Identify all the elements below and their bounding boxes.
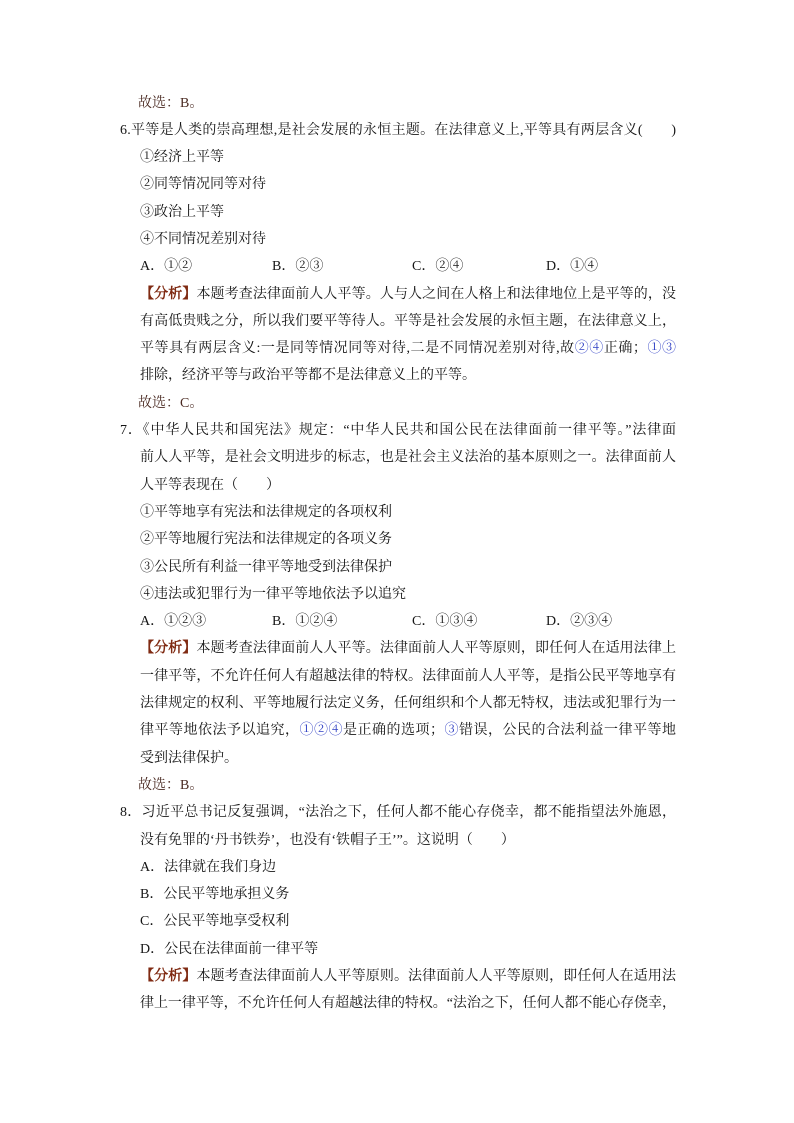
q7-statement-1: ①平等地享有宪法和法律规定的各项权利	[140, 504, 392, 520]
highlighted-choice-numbers: ①③	[647, 341, 677, 357]
analysis-text: 一律平等，不允许任何人有超越法律的特权。法律面前人人平等，是指公民平等地享有	[140, 668, 677, 684]
q7-analysis-line-4	[140, 717, 676, 744]
q7-statement-3: ③公民所有利益一律平等地受到法律保护	[140, 559, 392, 575]
q7-stem-line-2: 前人人平等，是社会文明进步的标志，也是社会主义法治的基本原则之一。法律面前人	[140, 450, 677, 466]
q7-analysis-line-2	[140, 663, 676, 690]
analysis-text: 平等具有两层含义:一是同等情况同等对待,二是不同情况差别对待,故	[140, 341, 575, 357]
q6-statement-3: ③政治上平等	[140, 204, 224, 220]
analysis-text: 本题考查法律面前人人平等。人与人之间在人格上和法律地位上是平等的，没	[196, 286, 677, 302]
analysis-text: 法律规定的权利、平等地履行法定义务，任何组织和个人都无特权，违法或犯罪行为一	[140, 696, 677, 712]
q6-analysis-line-4	[140, 362, 794, 389]
q8-option-d: D．公民在法律面前一律平等	[140, 941, 319, 957]
q6-statement-2: ②同等情况同等对待	[140, 177, 266, 193]
q6-analysis-line-1	[140, 281, 676, 308]
q6-option-c: C．②④	[412, 259, 464, 275]
analysis-text: 正确；	[603, 341, 648, 357]
q6-analysis-line-3	[140, 335, 676, 362]
previous-answer: 故选：B。	[138, 95, 204, 111]
q7-option-d: D．②③④	[546, 614, 613, 630]
analysis-text: 律平等地依法予以追究，	[140, 723, 300, 739]
highlighted-choice-numbers: ①②④	[299, 723, 343, 739]
q7-answer: 故选：B。	[138, 777, 204, 793]
analysis-text: 是正确的选项；	[343, 723, 445, 739]
q6-statement-1: ①经济上平等	[140, 150, 224, 166]
q7-options	[0, 608, 794, 635]
q8-analysis-line-1	[140, 963, 676, 990]
q7-analysis-line-3	[140, 690, 676, 717]
q7-option-c: C．①③④	[412, 614, 478, 630]
analysis-text: 受到法律保护。	[140, 750, 238, 766]
analysis-label: 【分析】	[140, 969, 197, 984]
q6-option-d: D．①④	[546, 259, 599, 275]
q7-stem-line-1: 7．《中华人民共和国宪法》规定：“中华人民共和国公民在法律面前一律平等。”法律面	[120, 423, 677, 439]
q8-stem-line-1: 8．习近平总书记反复强调，“法治之下，任何人都不能心存侥幸，都不能指望法外施恩，	[120, 805, 677, 821]
q7-analysis-line-1	[140, 635, 676, 662]
q7-option-b: B．①②④	[272, 614, 338, 630]
analysis-text: 律上一律平等，不允许任何人有超越法律的特权。“法治之下，任何人都不能心存侥幸，	[140, 996, 676, 1012]
q6-answer: 故选：C。	[138, 395, 204, 411]
q8-option-b: B．公民平等地承担义务	[140, 887, 290, 903]
analysis-label: 【分析】	[140, 286, 197, 302]
highlighted-choice-numbers: ②④	[574, 341, 604, 357]
q8-option-c: C．公民平等地享受权利	[140, 914, 290, 930]
q6-statement-4: ④不同情况差别对待	[140, 231, 266, 247]
q7-statement-4: ④违法或犯罪行为一律平等地依法予以追究	[140, 586, 406, 602]
q6-analysis-line-2	[140, 308, 676, 335]
q6-option-b: B．②③	[272, 259, 324, 275]
analysis-text: 本题考查法律面前人人平等原则。法律面前人人平等原则，即任何人在适用法	[196, 969, 677, 984]
page-content	[0, 90, 794, 1018]
analysis-text: 错误，公民的合法利益一律平等地	[459, 723, 677, 739]
q7-analysis-line-5	[140, 745, 794, 772]
q8-analysis-line-2	[140, 990, 676, 1017]
q7-stem-line-3: 人平等表现在（ ）	[140, 477, 280, 493]
q7-option-a: A．①②③	[140, 614, 207, 630]
analysis-text: 排除，经济平等与政治平等都不是法律意义上的平等。	[140, 368, 476, 384]
highlighted-choice-numbers: ③	[444, 723, 459, 739]
q6-option-a: A．①②	[140, 259, 193, 275]
q8-option-a: A．法律就在我们身边	[140, 859, 277, 875]
q6-stem: 6.平等是人类的崇高理想,是社会发展的永恒主题。在法律意义上,平等具有两层含义( )	[120, 122, 677, 138]
analysis-label: 【分析】	[140, 641, 197, 657]
q6-options	[0, 253, 794, 280]
analysis-text: 本题考查法律面前人人平等。法律面前人人平等原则，即任何人在适用法律上	[196, 641, 677, 657]
analysis-text: 有高低贵贱之分，所以我们要平等待人。平等是社会发展的永恒主题，在法律意义上，	[140, 313, 677, 329]
q8-stem-line-2: 没有免罪的‘丹书铁券’，也没有‘铁帽子王’”。这说明（ ）	[140, 832, 515, 848]
q7-statement-2: ②平等地履行宪法和法律规定的各项义务	[140, 532, 392, 548]
